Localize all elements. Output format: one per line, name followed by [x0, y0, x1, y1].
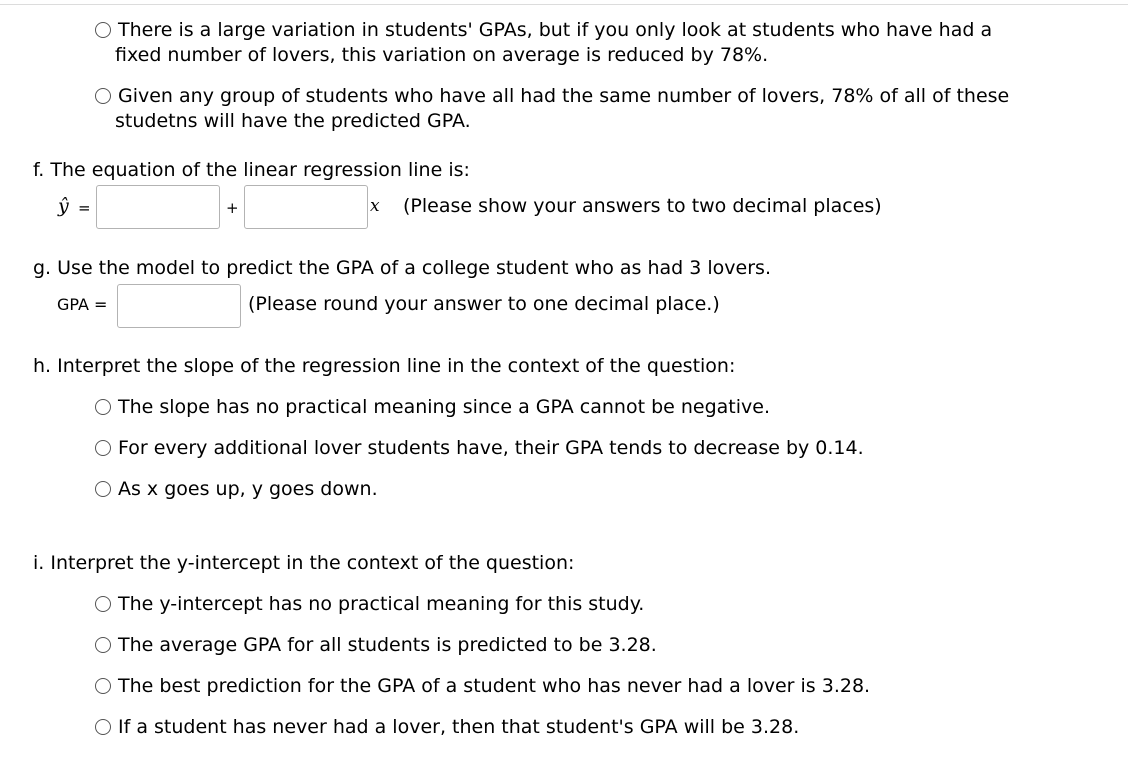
equation-rounding-hint: (Please show your answers to two decimal places): [403, 195, 882, 217]
radio-circle-icon[interactable]: [95, 440, 111, 456]
option-h-gpa-decrease[interactable]: For every additional lover students have, their GPA tends to decrease by 0.14.: [95, 436, 864, 461]
slope-input[interactable]: [244, 185, 368, 229]
gpa-label: GPA =: [57, 295, 108, 314]
radio-circle-icon[interactable]: [95, 88, 111, 104]
option-e-1-line2: fixed number of lovers, this variation on average is reduced by 78%.: [115, 44, 769, 66]
option-e-2-line2: studetns will have the predicted GPA.: [115, 110, 471, 132]
option-e-1-line1: There is a large variation in students' GPAs, but if you only look at students who have had a: [118, 19, 993, 41]
y-hat-symbol: ŷ: [58, 195, 69, 217]
option-h-no-practical-meaning[interactable]: The slope has no practical meaning since a GPA cannot be negative.: [95, 395, 770, 420]
option-i-gpa-will-be[interactable]: If a student has never had a lover, then that student's GPA will be 3.28.: [95, 715, 799, 740]
option-i-average-gpa[interactable]: The average GPA for all students is predicted to be 3.28.: [95, 633, 657, 658]
radio-circle-icon[interactable]: [95, 719, 111, 735]
x-variable-symbol: x: [370, 196, 380, 216]
top-divider: [0, 4, 1128, 5]
equals-sign: =: [78, 199, 91, 217]
gpa-rounding-hint: (Please round your answer to one decimal place.): [248, 293, 720, 315]
radio-circle-icon[interactable]: [95, 678, 111, 694]
intercept-input[interactable]: [96, 185, 220, 229]
option-e-variation-reduced[interactable]: [95, 18, 1018, 68]
radio-circle-icon[interactable]: [95, 22, 111, 38]
question-h-label: h. Interpret the slope of the regression line in the context of the question:: [33, 355, 736, 377]
option-e-predicted-gpa[interactable]: [95, 84, 1018, 134]
option-h-x-up-y-down[interactable]: As x goes up, y goes down.: [95, 477, 378, 502]
option-e-2-line1: Given any group of students who have all had the same number of lovers, 78% of all of these: [118, 85, 1010, 107]
radio-circle-icon[interactable]: [95, 399, 111, 415]
question-g-label: g. Use the model to predict the GPA of a college student who as had 3 lovers.: [33, 257, 771, 279]
plus-sign: +: [226, 199, 239, 217]
option-i-best-prediction[interactable]: The best prediction for the GPA of a student who has never had a lover is 3.28.: [95, 674, 870, 699]
gpa-input[interactable]: [117, 284, 241, 328]
radio-circle-icon[interactable]: [95, 481, 111, 497]
radio-circle-icon[interactable]: [95, 596, 111, 612]
option-i-no-practical-meaning[interactable]: The y-intercept has no practical meaning for this study.: [95, 592, 644, 617]
question-i-label: i. Interpret the y-intercept in the context of the question:: [33, 552, 575, 574]
question-f-label: f. The equation of the linear regression line is:: [33, 159, 470, 181]
radio-circle-icon[interactable]: [95, 637, 111, 653]
